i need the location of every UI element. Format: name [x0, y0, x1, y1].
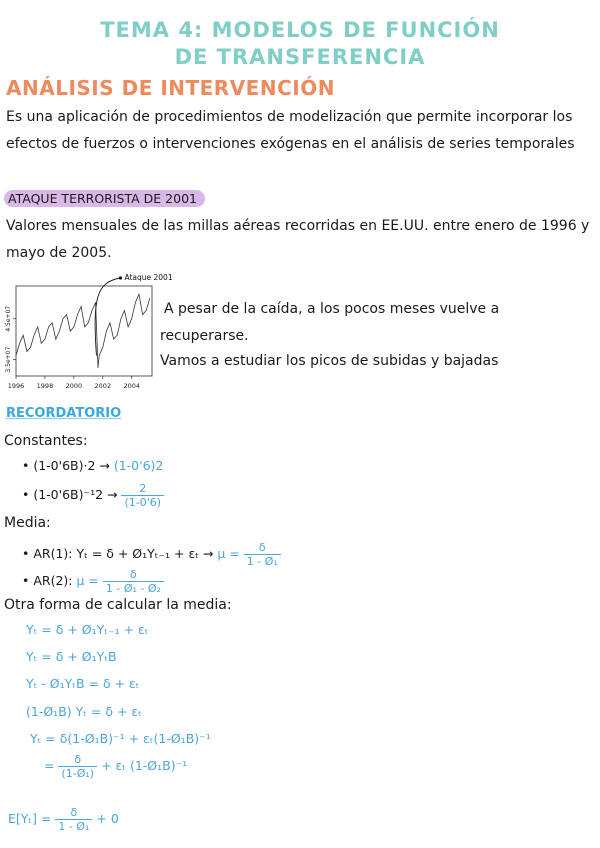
constant-1-lhs: • (1-0'6B)·2 →: [22, 458, 110, 473]
ar2-den: 1 - Ø₁ - Ø₂: [105, 582, 161, 595]
x-tick-label: 1996: [7, 382, 25, 390]
intro-line-2: efectos de fuerzos o intervenciones exógenas en el análisis de series temporales: [6, 136, 575, 152]
constant-2-num: 2: [121, 482, 164, 496]
y-tick-label: 4.5e+07: [5, 305, 12, 332]
ar2-label: • AR(2):: [22, 573, 73, 588]
chart-note-2: recuperarse.: [160, 328, 249, 344]
y-tick-label: 3.5e+07: [5, 346, 12, 373]
recap-heading: RECORDATORIO: [6, 406, 122, 421]
expectation-rest: + 0: [96, 811, 119, 826]
ar1-den: 1 - Ø₁: [246, 555, 278, 568]
series-line: [16, 294, 150, 368]
x-tick-label: 1998: [36, 382, 54, 390]
step-6-eq: =: [44, 758, 55, 773]
expectation-fraction: [55, 806, 92, 833]
step-4: (1-Ø₁B) Yₜ = δ + εₜ: [26, 704, 142, 719]
annotation-dot: [119, 276, 122, 279]
example-tag: ATAQUE TERRORISTA DE 2001: [4, 190, 205, 207]
step-6-fraction: [58, 753, 97, 780]
x-tick-label: 2004: [123, 382, 141, 390]
constant-row-2: [22, 482, 164, 509]
ar2-row: [22, 568, 164, 595]
ar1-equation: • AR(1): Yₜ = δ + Ø₁Yₜ₋₁ + εₜ →: [22, 546, 214, 561]
constant-2-lhs: • (1-0'6B)⁻¹2 →: [22, 487, 118, 502]
chart-note-3: Vamos a estudiar los picos de subidas y bajadas: [160, 353, 499, 369]
x-tick-label: 2000: [65, 382, 83, 390]
other-way-label: Otra forma de calcular la media:: [4, 597, 232, 613]
step-6-rest: + εₜ (1-Ø₁B)⁻¹: [101, 758, 188, 773]
mean-label: Media:: [4, 515, 51, 531]
constants-label: Constantes:: [4, 433, 88, 449]
step-6-den: (1-Ø₁): [61, 767, 95, 780]
expectation-row: [8, 806, 119, 833]
air-miles-chart: [2, 268, 173, 396]
example-desc-1: Valores mensuales de las millas aéreas recorridas en EE.UU. entre enero de 1996 y: [6, 218, 590, 234]
expectation-lhs: E[Yₜ] =: [8, 811, 52, 826]
page-title: TEMA 4: MODELOS DE FUNCIÓN: [100, 18, 500, 42]
step-2: Yₜ = δ + Ø₁YₜB: [26, 649, 117, 664]
constant-2-fraction: [121, 482, 164, 509]
x-tick-label: 2002: [94, 382, 112, 390]
ar2-fraction: [103, 568, 164, 595]
step-6: [44, 753, 187, 780]
constant-row-1: [22, 458, 163, 473]
step-6-num: δ: [58, 753, 97, 767]
constant-2-den: (1-0'6): [124, 496, 162, 509]
chart-frame: [16, 286, 152, 376]
page-subtitle: DE TRANSFERENCIA: [174, 45, 426, 69]
expectation-den: 1 - Ø₁: [58, 820, 90, 833]
ar1-mu: μ =: [217, 546, 240, 561]
ar1-num: δ: [244, 541, 281, 555]
ar2-num: δ: [103, 568, 164, 582]
expectation-num: δ: [55, 806, 92, 820]
step-3: Yₜ - Ø₁YₜB = δ + εₜ: [26, 676, 140, 691]
ar1-fraction: [244, 541, 281, 568]
constant-1-rhs: (1-0'6)2: [113, 458, 164, 473]
intro-line-1: Es una aplicación de procedimientos de modelización que permite incorporar los: [6, 109, 573, 125]
annotation-arrow: [95, 278, 120, 356]
ar1-row: [22, 541, 281, 568]
step-1: Yₜ = δ + Ø₁Yₜ₋₁ + εₜ: [26, 622, 149, 637]
annotation-label: Ataque 2001: [124, 273, 173, 282]
step-5: Yₜ = δ(1-Ø₁B)⁻¹ + εₜ(1-Ø₁B)⁻¹: [30, 731, 211, 746]
section-heading: ANÁLISIS DE INTERVENCIÓN: [6, 76, 335, 100]
ar2-mu: μ =: [76, 573, 99, 588]
chart-note-1: A pesar de la caída, a los pocos meses vuelve a: [164, 301, 500, 317]
example-desc-2: mayo de 2005.: [6, 245, 112, 261]
